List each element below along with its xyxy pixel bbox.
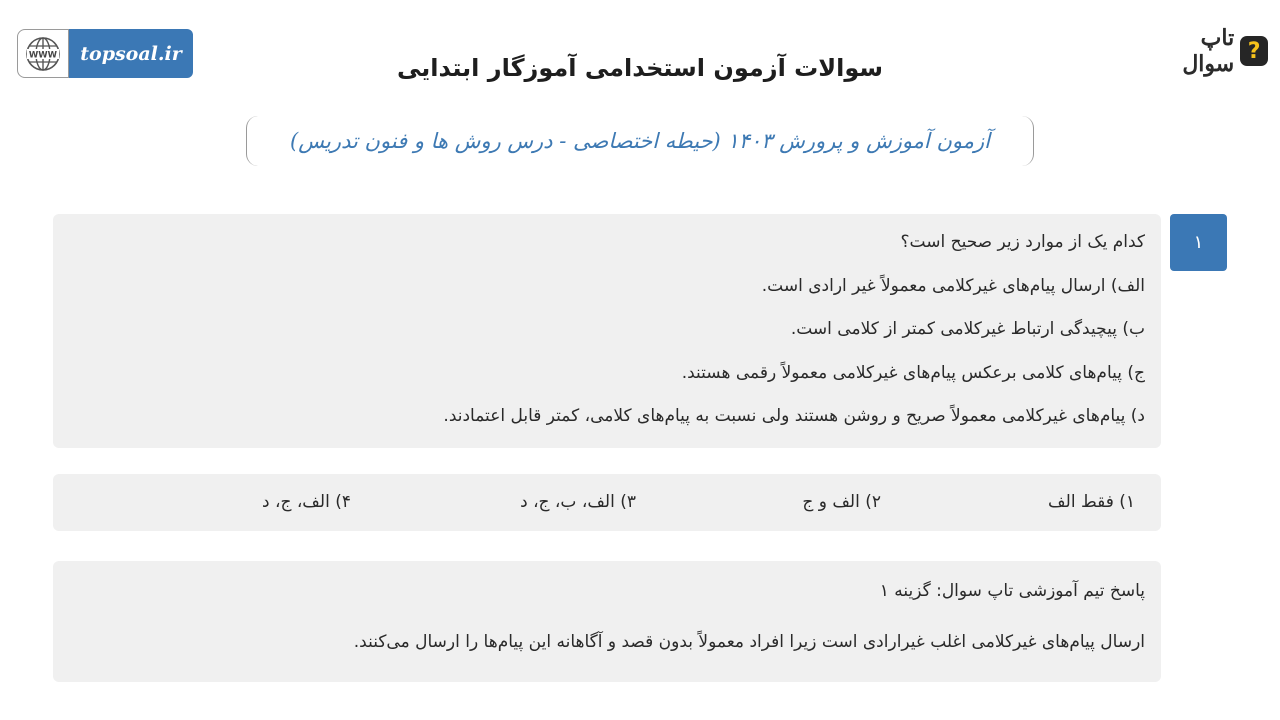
answer-explanation: ارسال پیام‌های غیرکلامی اغلب غیرارادی است زیرا افراد معمولاً بدون قصد و آگاهانه این پیام‌ها را ارسال می‌کنند.	[353, 632, 1145, 652]
options-panel	[53, 474, 1161, 531]
option-4[interactable]: ۴) الف، ج، د	[261, 492, 351, 512]
page-title: سوالات آزمون استخدامی آموزگار ابتدایی	[396, 54, 884, 82]
option-2[interactable]: ۲) الف و ج	[802, 492, 881, 512]
statement-be: ب) پیچیدگی ارتباط غیرکلامی کمتر از کلامی است.	[790, 319, 1145, 339]
answer-title: پاسخ تیم آموزشی تاپ سوال: گزینه ۱	[879, 581, 1145, 601]
question-number-badge: ۱	[1170, 214, 1227, 271]
answer-panel	[53, 561, 1161, 682]
subtitle: آزمون آموزش و پرورش ۱۴۰۳ (حیطه اختصاصی - درس روش ها و فنون تدریس)	[290, 129, 990, 153]
option-3[interactable]: ۳) الف، ب، ج، د	[520, 492, 636, 512]
question-panel	[53, 214, 1161, 448]
question-text: کدام یک از موارد زیر صحیح است؟	[900, 232, 1145, 252]
option-1[interactable]: ۱) فقط الف	[1048, 492, 1135, 512]
subtitle-box	[246, 116, 1034, 166]
brand-name: تاپ سوال	[1182, 25, 1235, 77]
globe-www-text: WWW	[28, 50, 58, 60]
question-mark-glyph: ?	[1247, 38, 1261, 64]
statement-dal: د) پیام‌های غیرکلامی معمولاً صریح و روشن هستند ولی نسبت به پیام‌های کلامی، کمتر قابل اعتمادند.	[443, 406, 1145, 426]
statement-jim: ج) پیام‌های کلامی برعکس پیام‌های غیرکلامی معمولاً رقمی هستند.	[681, 362, 1145, 383]
statement-alef: الف) ارسال پیام‌های غیرکلامی معمولاً غیر ارادی است.	[761, 275, 1145, 296]
site-domain: topsoal.ir	[69, 29, 193, 78]
